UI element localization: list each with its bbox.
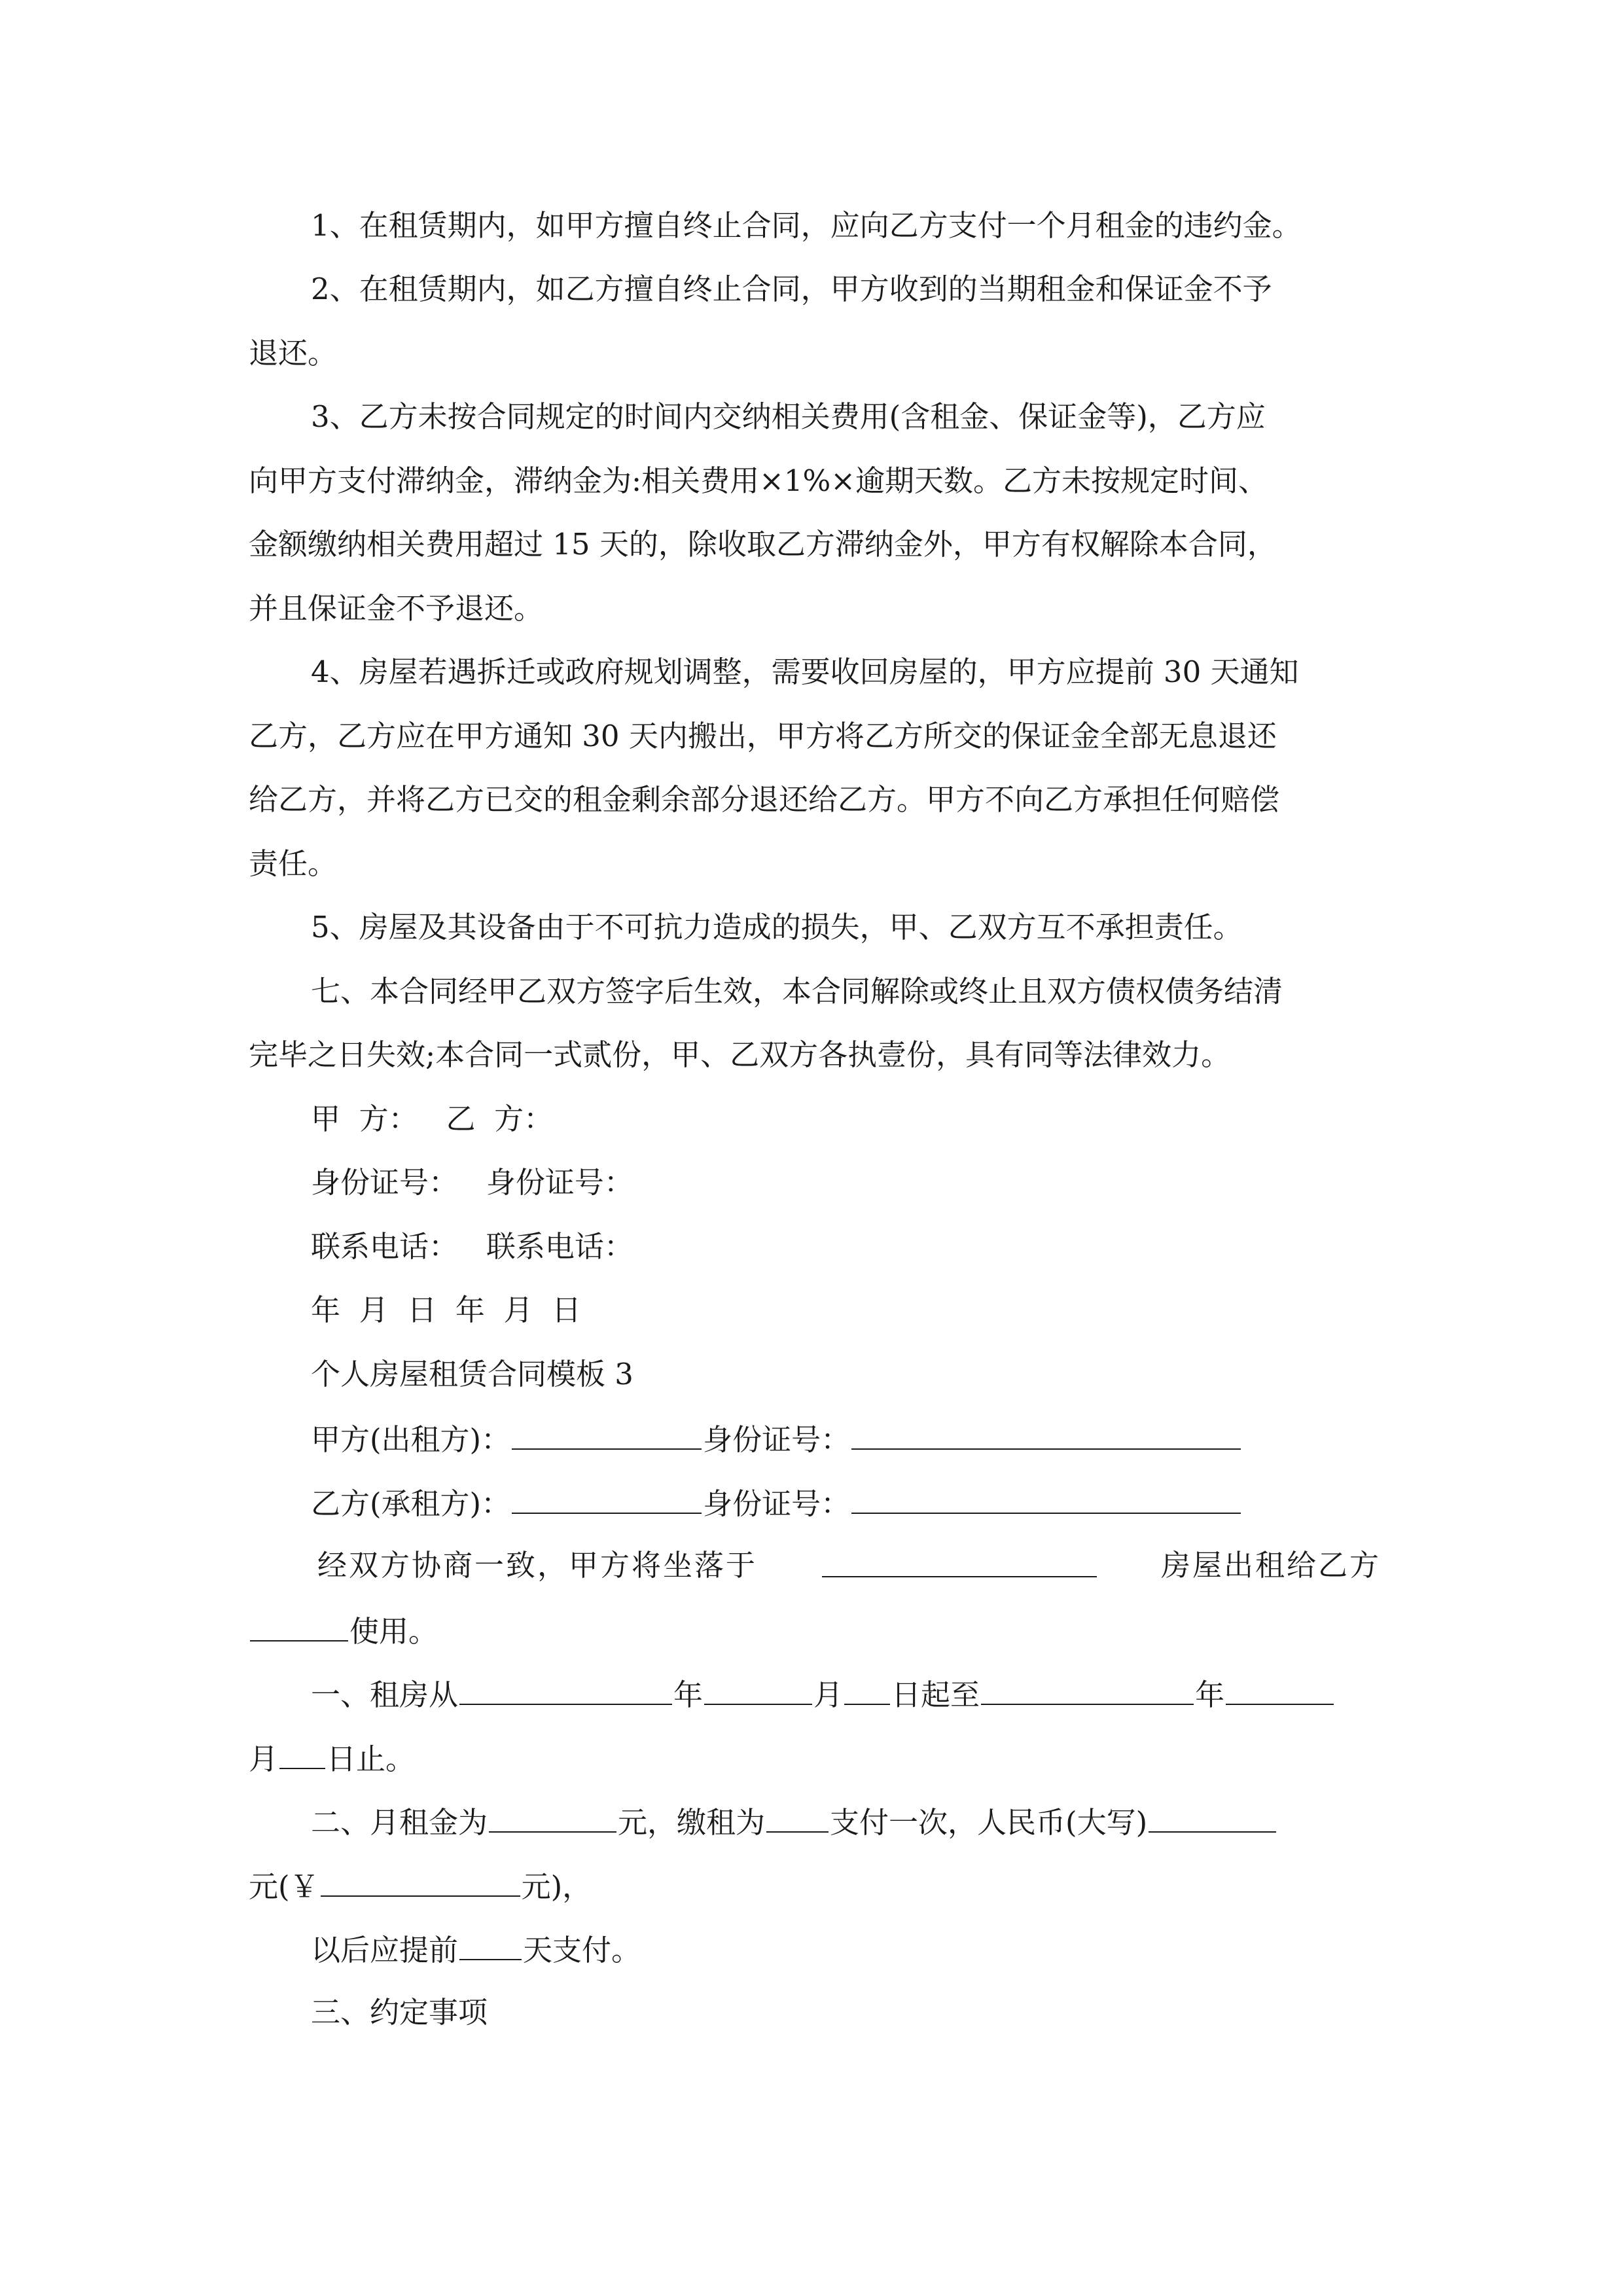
clause-5: 5、房屋及其设备由于不可抗力造成的损失，甲、乙双方互不承担责任。	[311, 910, 1243, 944]
rent-line-2	[249, 1865, 592, 1905]
clause-3-line-2: 向甲方支付滞纳金，滞纳金为:相关费用×1%×逾期天数。乙方未按规定时间、	[249, 463, 1268, 498]
rent-yen-close: 元)，	[521, 1869, 592, 1904]
intro-line-1	[311, 1546, 1381, 1585]
lessee-row	[311, 1482, 1242, 1522]
rent-unit-label: 元，缴租为	[618, 1805, 766, 1840]
signature-phone: 联系电话： 联系电话：	[311, 1229, 633, 1264]
rent-yen-blank	[321, 1865, 520, 1897]
lessor-row	[311, 1418, 1242, 1458]
clause-2-line-1: 2、在租赁期内，如乙方擅自终止合同，甲方收到的当期租金和保证金不予	[311, 272, 1272, 306]
lessor-id-label: 身份证号：	[703, 1422, 851, 1457]
advance-payment-line	[311, 1929, 641, 1968]
term-year-label: 年	[673, 1677, 704, 1712]
clause-2-line-2: 退还。	[249, 336, 338, 370]
intro-text-c: 使用。	[349, 1614, 438, 1649]
term-month2-label: 月	[249, 1742, 279, 1776]
term-end-year-blank	[981, 1674, 1194, 1705]
intro-text-b: 房屋出租给乙方	[1160, 1548, 1381, 1583]
intro-line-2	[249, 1610, 438, 1649]
lessor-label: 甲方(出租方)：	[311, 1422, 511, 1457]
lessee-id-label: 身份证号：	[703, 1486, 851, 1521]
rent-label: 二、月租金为	[311, 1805, 488, 1840]
term-label: 一、租房从	[311, 1677, 459, 1712]
lessee-name-blank	[512, 1482, 702, 1514]
lessor-name-blank	[512, 1418, 702, 1450]
clause-4-line-4: 责任。	[249, 846, 338, 881]
term-end-label: 日止。	[327, 1742, 416, 1776]
term-from-label: 日起至	[891, 1677, 980, 1712]
term-start-year-blank	[459, 1674, 672, 1705]
clause-4-line-2: 乙方，乙方应在甲方通知 30 天内搬出，甲方将乙方所交的保证金全部无息退还	[249, 719, 1277, 753]
lessee-label: 乙方(承租方)：	[311, 1486, 511, 1521]
term-start-day-blank	[844, 1674, 890, 1705]
clause-3-line-1: 3、乙方未按合同规定的时间内交纳相关费用(含租金、保证金等)，乙方应	[311, 399, 1266, 434]
signature-parties: 甲 方： 乙 方：	[311, 1102, 554, 1136]
clause-4-line-1: 4、房屋若遇拆迁或政府规划调整，需要收回房屋的，甲方应提前 30 天通知	[311, 655, 1299, 689]
term-line-1	[311, 1674, 1335, 1713]
lessor-id-blank	[851, 1418, 1241, 1450]
term-line-2	[249, 1738, 415, 1777]
term-start-month-blank	[704, 1674, 812, 1705]
clause-7-line-1: 七、本合同经甲乙双方签字后生效，本合同解除或终止且双方债权债务结清	[311, 974, 1283, 1009]
clause-4-line-3: 给乙方，并将乙方已交的租金剩余部分退还给乙方。甲方不向乙方承担任何赔偿	[249, 782, 1280, 817]
advance-suffix: 天支付。	[523, 1933, 641, 1967]
rent-yen-label: 元(￥	[249, 1869, 319, 1904]
rent-capital-label: 支付一次，人民币(大写)	[830, 1805, 1148, 1840]
intro-text-a: 经双方协商一致，甲方将坐落于	[317, 1548, 758, 1583]
location-blank	[822, 1546, 1097, 1577]
advance-days-blank	[459, 1929, 522, 1960]
advance-label: 以后应提前	[311, 1933, 459, 1967]
rent-line-1	[311, 1801, 1277, 1840]
lessee-id-blank	[851, 1482, 1241, 1514]
rent-capital-blank	[1149, 1801, 1276, 1833]
clause-1: 1、在租赁期内，如甲方擅自终止合同，应向乙方支付一个月租金的违约金。	[311, 208, 1302, 243]
term-end-day-blank	[279, 1738, 325, 1769]
payment-period-blank	[766, 1801, 829, 1833]
clause-3-line-3: 金额缴纳相关费用超过 15 天的，除收取乙方滞纳金外，甲方有权解除本合同，	[249, 527, 1277, 562]
template-3-title: 个人房屋租赁合同模板 3	[311, 1357, 633, 1391]
clause-3-line-4: 并且保证金不予退还。	[249, 591, 544, 626]
section-3-heading: 三、约定事项	[311, 1995, 488, 2030]
term-end-month-blank	[1226, 1674, 1334, 1705]
usage-blank	[250, 1610, 348, 1641]
signature-date: 年 月 日 年 月 日	[311, 1293, 582, 1327]
signature-id: 身份证号： 身份证号：	[311, 1165, 633, 1200]
clause-7-line-2: 完毕之日失效;本合同一式贰份，甲、乙双方各执壹份，具有同等法律效力。	[249, 1037, 1231, 1072]
term-year2-label: 年	[1195, 1677, 1225, 1712]
term-month-label: 月	[813, 1677, 844, 1712]
rent-amount-blank	[489, 1801, 616, 1833]
